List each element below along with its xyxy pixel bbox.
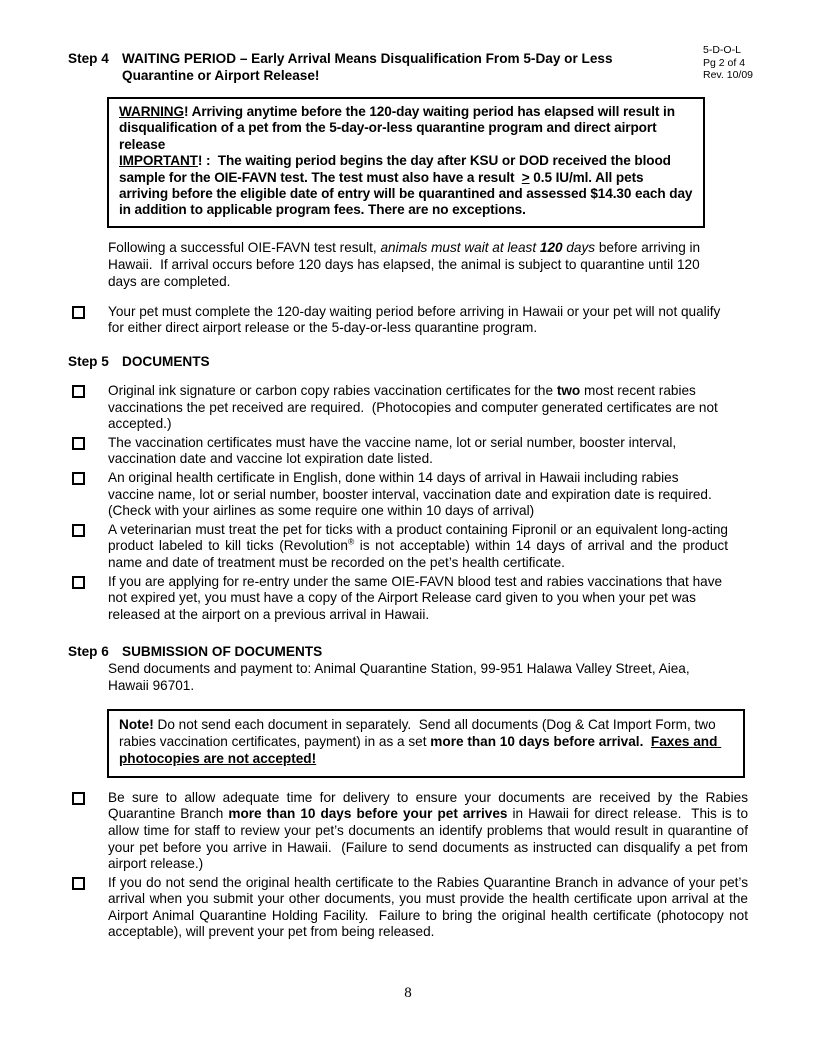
note-box <box>107 709 745 777</box>
text-segment: most recent rabies vaccinations the pet received are required. (Photocopies and computer generated certificates are not accepted.) <box>108 383 722 432</box>
text-segment: is not acceptable) within 14 days of arrival and the product name and date of treatment must be recorded on the pet’s health certificate. <box>108 538 732 570</box>
text-segment: animals must wait at least <box>380 239 540 255</box>
note-text-underline: Faxes and photocopies are not accepted! <box>119 734 722 766</box>
note-label: Note! <box>119 717 154 733</box>
step6-title: SUBMISSION OF DOCUMENTS <box>122 644 323 660</box>
note-text-bold: more than 10 days before arrival. <box>430 734 651 750</box>
checkbox-icon <box>72 792 85 805</box>
step5-heading <box>68 353 748 370</box>
checklist-item-text: The vaccination certificates must have the vaccine name, lot or serial number, booster interval, vaccination date and vaccine lot expiration date listed. <box>108 434 680 467</box>
checklist-item-text <box>108 383 728 433</box>
checkbox-icon <box>72 472 85 485</box>
checkbox-icon <box>72 306 85 319</box>
text-segment: in Hawaii for direct release. This is to allow time for staff to review your pet’s documents an identify problems that would result in quarantine of your pet before you arrive in Hawaii. (Failure to send documents as instructed can disqualify a pet from airport release.) <box>108 806 752 872</box>
document-page-count: Pg 2 of 4 <box>703 56 746 69</box>
step5-label: Step 5 <box>68 354 109 370</box>
text-segment: Following a successful OIE-FAVN test result, <box>108 239 381 255</box>
step4-heading <box>68 50 748 84</box>
text-segment: two <box>556 383 581 399</box>
checklist-item-text: If you are applying for re-entry under the same OIE-FAVN blood test and rabies vaccinations that have not expired yet, you must have a copy of the Airport Release card given to you when your pet was released at the airport on a previous arrival in Hawaii. <box>108 573 726 622</box>
step4-title-line2: Quarantine or Airport Release! <box>122 68 320 83</box>
checkbox-icon <box>72 524 85 537</box>
submission-address-paragraph: Send documents and payment to: Animal Quarantine Station, 99-951 Halawa Valley Street, Aiea, Hawaii 96701. <box>108 661 694 694</box>
note-text: Do not send each document in separately. Send all documents (Dog & Cat Import Form, two rabies vaccination certificates, payment) in as a set <box>119 717 720 750</box>
checkbox-icon <box>72 437 85 450</box>
checklist-item <box>68 522 748 572</box>
checklist-item <box>68 435 748 468</box>
text-segment: more than 10 days before your pet arrives <box>228 806 508 822</box>
document-info-block <box>703 44 753 82</box>
registered-trademark-symbol: ® <box>348 536 355 547</box>
important-text-cont: 0.5 IU/ml. All pets arriving before the eligible date of entry will be quarantined and assessed $14.30 each day in addition to applicable program fees. There are no exceptions. <box>119 169 697 218</box>
checklist-item-text: If you do not send the original health certificate to the Rabies Quarantine Branch in advance of your pet’s arrival when you submit your other documents, you must provide the health certificate upon arrival at the Airport Animal Quarantine Holding Facility. Failure to bring the original health certificate (photocopy not acceptable), will prevent your pet from being released. <box>108 874 752 940</box>
important-label: IMPORTANT <box>119 153 198 169</box>
document-code: 5-D-O-L <box>703 44 741 56</box>
document-revision: Rev. 10/09 <box>703 69 754 81</box>
text-segment: Original ink signature or carbon copy rabies vaccination certificates for the <box>108 383 557 399</box>
text-segment: Be sure to allow adequate time for delivery to ensure your documents are received by the Rabies Quarantine Branch <box>108 789 752 822</box>
warning-label: WARNING <box>119 104 184 119</box>
gte-symbol: > <box>521 169 530 185</box>
step6-label: Step 6 <box>68 644 109 660</box>
checklist-item <box>68 470 748 520</box>
text-segment: days <box>562 239 596 255</box>
checklist-item <box>68 874 752 941</box>
checklist-item <box>68 789 752 873</box>
checkbox-icon <box>72 877 85 890</box>
step4-label: Step 4 <box>68 51 109 66</box>
step4-title-line1: WAITING PERIOD – Early Arrival Means Disqualification From 5-Day or Less <box>122 51 613 66</box>
important-text: ! : The waiting period begins the day after KSU or DOD received the blood sample for the OIE-FAVN test. The test must also have a result <box>119 153 675 185</box>
text-segment: A veterinarian must treat the pet for ticks with a product containing Fipronil or an equivalent long-acting product labeled to kill ticks (Revolution <box>108 521 732 554</box>
checklist-item-text: Your pet must complete the 120-day waiting period before arriving in Hawaii or your pet will not qualify for either direct airport release or the 5-day-or-less quarantine program. <box>108 303 725 336</box>
page-number: 8 <box>404 985 412 1001</box>
waiting-period-paragraph <box>108 239 708 290</box>
checklist-item <box>68 304 748 337</box>
checklist-item <box>68 383 748 433</box>
checklist-item-text: An original health certificate in English, done within 14 days of arrival in Hawaii including rabies vaccine name, lot or serial number, booster interval, vaccination date and expiration date is required. (Check with your airlines as some require one within 10 days of arrival) <box>108 470 720 519</box>
checklist-item-text <box>108 789 752 873</box>
checkbox-icon <box>72 576 85 589</box>
step4-title <box>122 50 748 84</box>
checkbox-icon <box>72 385 85 398</box>
step5-title: DOCUMENTS <box>122 354 210 370</box>
checklist-item-text <box>108 521 732 572</box>
step6-heading <box>68 643 748 660</box>
checklist-item <box>68 574 748 624</box>
text-segment: before arriving in Hawaii. If arrival occurs before 120 days has elapsed, the animal is subject to quarantine until 120 days are completed. <box>108 239 704 289</box>
warning-box <box>107 97 705 228</box>
warning-text: ! Arriving anytime before the 120-day waiting period has elapsed will result in disqualification of a pet from the 5-day-or-less quarantine program and direct airport release <box>119 104 679 152</box>
text-segment: 120 <box>539 239 563 255</box>
